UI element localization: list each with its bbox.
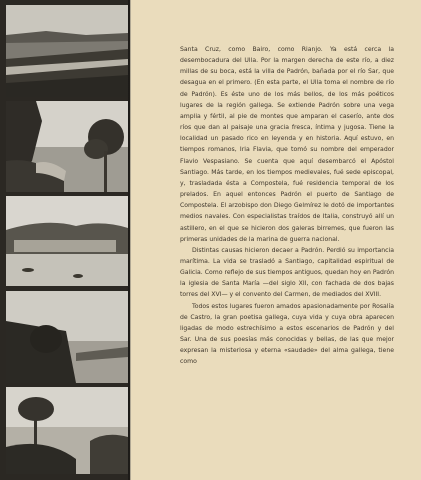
photo-trees-water (6, 291, 128, 383)
photo-coastal-pines (6, 387, 128, 474)
article-body (180, 44, 394, 368)
paragraph-3: Todos estos lugares fueron amados apasionadamente por Rosalía de Castro, la gran poetisa gallega, cuya vida y cuya obra aparecen ligadas de modo estrechísimo a estos escenarios de Padrón y del Sar. Una de sus poesías más conocidas y bellas, de las que mejor expresan la misteriosa y eterna «saudade» del alma gallega, tiene como (180, 302, 394, 366)
photo-village-river (6, 196, 128, 286)
text-page (131, 0, 421, 480)
photo-pine-tree (6, 101, 128, 192)
paragraph-2: Distintas causas hicieron decaer a Padrón. Perdió su importancia marítima. La vida se trasladó a Santiago, capitalidad espiritual de Galicia. Como reflejo de sus tiempos antiguos, quedan hoy en Padrón la iglesia de Santa María —del siglo XII, con fachada de dos bajas torres del XVI— y el convento del Carmen, de mediados del XVIII. (180, 246, 394, 299)
photo-estuary-shore (6, 5, 128, 97)
paragraph-1: Santa Cruz, como Bairo, como Rianjo. Ya está cerca la desembocadura del Ulla. Por la margen derecha de este río, a diez millas de su boca, está la villa de Padrón, bañada por el río Sar, que desagua en el primero. (En esta parte, el Ulla toma el nombre de río de Padrón). Es éste uno de los más bellos, de los más poéticos lugares de la región gallega. Se extiende Padrón sobre una vega amplia y fértil, al pie de montes que amparan el caserío, ante dos ríos que dan al paisaje una gracia fresca, íntima y jugosa. Tiene la localidad un pasado rico en leyenda y en historia. Aquí estuvo, en tiempos romanos, Iria Flavia, que tomó su nombre del emperador Flavio Vespasiano. Se cuenta que aquí desembarcó el Apóstol Santiago. Más tarde, en los tiempos medievales, fué sede episcopal, y, trasladada ésta a Compostela, fué residencia temporal de los prelados. En aquel entonces Padrón el puerto de Santiago de Compostela. El arzobispo don Diego Gelmírez le dotó de importantes medios navales. Con especialistas traídos de Italia, construyó allí un astillero, en el que se hicieron dos galeras birremes, que fueron las primeras unidades de la marina de guerra nacional. (180, 46, 394, 243)
photo-strip (0, 0, 130, 480)
